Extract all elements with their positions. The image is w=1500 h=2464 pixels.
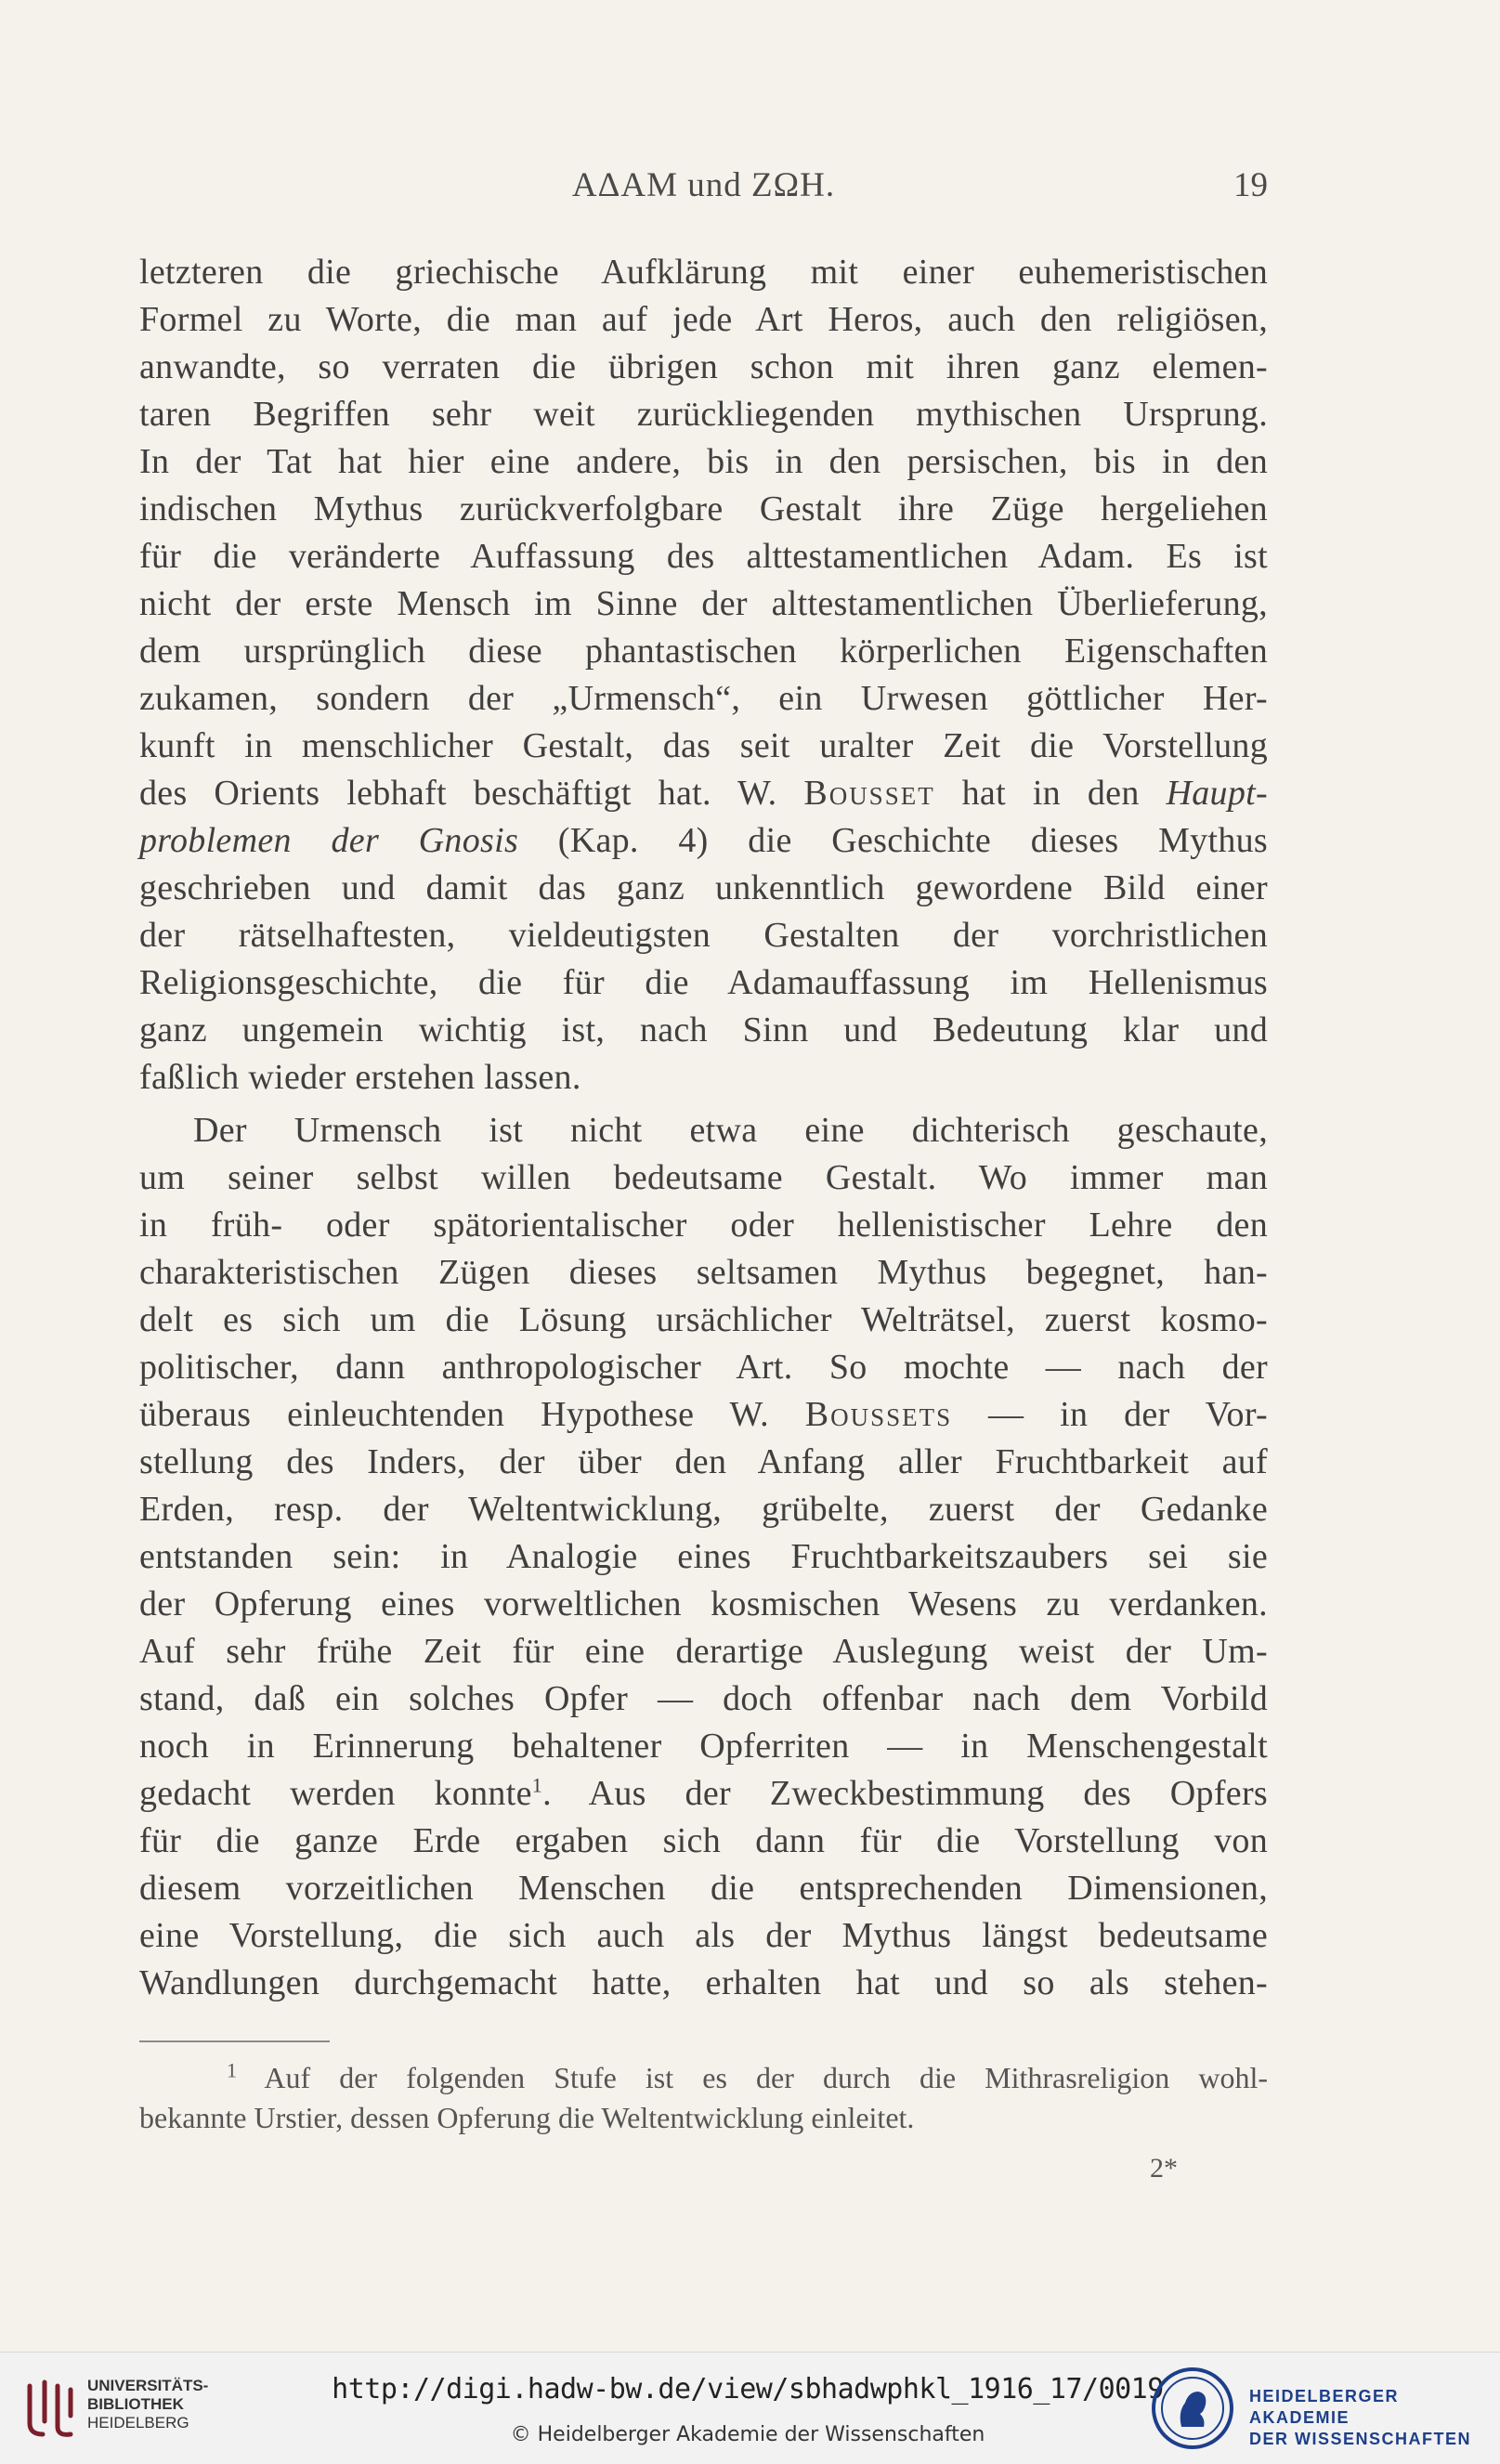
text-line: Auf sehr frühe Zeit für eine derartige Auslegung weist der Um-: [139, 1632, 1268, 1671]
academy-seal-icon[interactable]: [1150, 2366, 1235, 2451]
signature-mark: 2*: [1150, 2153, 1178, 2184]
text-line: in früh- oder spätorientalischer oder hellenistischer Lehre den: [139, 1206, 1268, 1245]
text-run: Auf der folgenden Stufe ist es der durch die Mithrasreligion wohl-: [264, 2061, 1268, 2094]
text-line: charakteristischen Zügen dieses seltsamen Mythus begegnet, han-: [139, 1253, 1268, 1292]
text-line: zukamen, sondern der „Urmensch“, ein Urwesen göttlicher Her-: [139, 679, 1268, 718]
text-run: gedacht werden konnte: [139, 1774, 532, 1813]
footnote-line: bekannte Urstier, dessen Opferung die Weltentwicklung einleitet.: [139, 2101, 915, 2134]
permalink-url[interactable]: http://digi.hadw-bw.de/view/sbhadwphkl_1916_17/0019: [332, 2373, 1164, 2405]
text-line: faßlich wieder erstehen lassen.: [139, 1058, 581, 1097]
text-line: [139, 1391, 1268, 1439]
text-line: noch in Erinnerung behaltener Opferriten — in Menschengestalt: [139, 1727, 1268, 1766]
text-line: entstanden sein: in Analogie eines Fruchtbarkeitszaubers sei sie: [139, 1537, 1268, 1576]
text-line: diesem vorzeitlichen Menschen die entsprechenden Dimensionen,: [139, 1869, 1268, 1908]
page-number: 19: [1233, 166, 1268, 204]
author-name: Bousset: [803, 774, 935, 813]
text-line: kunft in menschlicher Gestalt, das seit uralter Zeit die Vorstellung: [139, 726, 1268, 765]
text-line: taren Begriffen sehr weit zurückliegenden mythischen Ursprung.: [139, 395, 1268, 434]
text-line: [139, 817, 1268, 865]
footnote-line: [139, 2058, 1268, 2098]
running-title: ΑΔΑΜ und ΖΩΗ.: [571, 166, 836, 204]
university-library-logo-icon[interactable]: [17, 2369, 84, 2447]
text-line: nicht der erste Mensch im Sinne der alttestamentlichen Überlieferung,: [139, 584, 1268, 623]
logo-line: HEIDELBERGER AKADEMIE: [1249, 2387, 1400, 2427]
text-line: indischen Mythus zurückverfolgbare Gestalt ihre Züge hergeliehen: [139, 489, 1268, 528]
text-line: der rätselhaftesten, vieldeutigsten Gestalten der vorchristlichen: [139, 916, 1268, 955]
text-line: stellung des Inders, der über den Anfang aller Fruchtbarkeit auf: [139, 1442, 1268, 1481]
text-line: letzteren die griechische Aufklärung mit einer euhemeristischen: [139, 253, 1268, 292]
text-line: um seiner selbst willen bedeutsame Gestalt. Wo immer man: [139, 1158, 1268, 1197]
text-line: stand, daß ein solches Opfer — doch offenbar nach dem Vorbild: [139, 1679, 1268, 1718]
book-title: problemen der Gnosis: [139, 821, 519, 860]
text-run: überaus einleuchtenden Hypothese W.: [139, 1395, 769, 1434]
text-line: dem ursprünglich diese phantastischen körperlichen Eigenschaften: [139, 632, 1268, 671]
footnote-reference[interactable]: 1: [531, 1773, 543, 1797]
text-line: ganz ungemein wichtig ist, nach Sinn und Bedeutung klar und: [139, 1010, 1268, 1049]
text-line: geschrieben und damit das ganz unkenntlich gewordene Bild einer: [139, 868, 1268, 907]
author-name: Boussets: [804, 1395, 953, 1434]
logo-line: UNIVERSITÄTS-: [87, 2377, 209, 2394]
footnote-divider: [139, 2040, 330, 2042]
text-line: In der Tat hat hier eine andere, bis in den persischen, bis in den: [139, 442, 1268, 481]
text-line: Wandlungen durchgemacht hatte, erhalten hat und so als stehen-: [139, 1963, 1268, 2002]
running-header: [139, 165, 1268, 221]
footnote-marker: 1: [227, 2058, 237, 2082]
text-line: anwandte, so verraten die übrigen schon mit ihren ganz elemen-: [139, 347, 1268, 386]
text-line: [139, 1770, 1268, 1818]
text-run: (Kap. 4) die Geschichte dieses Mythus: [557, 821, 1269, 860]
text-line: Religionsgeschichte, die für die Adamauffassung im Hellenismus: [139, 963, 1268, 1002]
text-run: des Orients lebhaft beschäftigt hat. W.: [139, 774, 777, 813]
text-run: — in der Vor-: [988, 1395, 1268, 1434]
logo-line: DER WISSENSCHAFTEN: [1249, 2430, 1472, 2448]
paragraph-2: [139, 1107, 1268, 2007]
text-line: [139, 770, 1268, 817]
text-line: für die ganze Erde ergaben sich dann für die Vorstellung von: [139, 1821, 1268, 1860]
text-line: delt es sich um die Lösung ursächlicher Welträtsel, zuerst kosmo-: [139, 1300, 1268, 1339]
text-run: . Aus der Zweckbestimmung des Opfers: [542, 1774, 1268, 1813]
text-line: für die veränderte Auffassung des alttestamentlichen Adam. Es ist: [139, 537, 1268, 576]
footnote: [139, 2058, 1268, 2138]
text-line: der Opferung eines vorweltlichen kosmischen Wesens zu verdanken.: [139, 1584, 1268, 1623]
text-run: hat in den: [961, 774, 1140, 813]
university-library-name: [87, 2377, 208, 2432]
text-line: politischer, dann anthropologischer Art. So mochte — nach der: [139, 1348, 1268, 1387]
paragraph-1: [139, 249, 1268, 1102]
copyright-notice: © Heidelberger Akademie der Wissenschaften: [510, 2423, 985, 2446]
book-title: Haupt-: [1166, 774, 1268, 813]
text-line: eine Vorstellung, die sich auch als der Mythus längst bedeutsame: [139, 1916, 1268, 1955]
logo-line: BIBLIOTHEK: [87, 2395, 184, 2413]
text-line: Der Urmensch ist nicht etwa eine dichterisch geschaute,: [193, 1111, 1268, 1150]
academy-name: [1249, 2386, 1500, 2450]
text-line: Erden, resp. der Weltentwicklung, grübelte, zuerst der Gedanke: [139, 1490, 1268, 1529]
viewer-footer: [0, 2352, 1500, 2464]
logo-line: HEIDELBERG: [87, 2414, 189, 2431]
text-line: Formel zu Worte, die man auf jede Art Heros, auch den religiösen,: [139, 300, 1268, 339]
